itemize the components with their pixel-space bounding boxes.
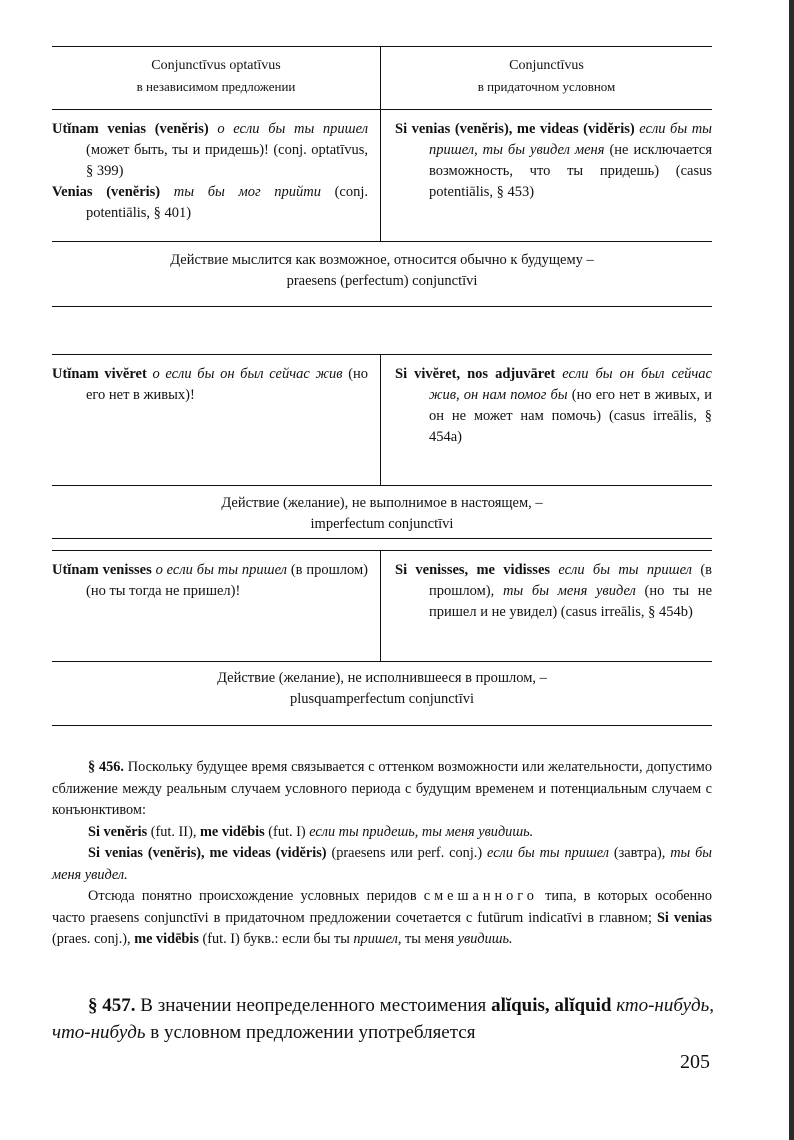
table1-header-rule	[52, 109, 712, 110]
section-456-mixed-type: Отсюда понятно происхождение условных перидов смешанного типа, в которых особенно часто praesens conjunctīvi в придаточном предложении сочетается с futūrum indicatīvi в главном; Si venias (praes. conj.), me vidēbis (fut. I) букв.: если бы ты пришел, ты меня увидишь.	[52, 888, 712, 947]
example-utinam-venisses: Utĭnam venisses о если бы ты пришел (в прошлом) (но ты тогда не пришел)!	[52, 562, 369, 599]
example-utinam-viveret: Utĭnam vivĕret о если бы он был сейчас жив (но его нет в живых)!	[52, 366, 369, 403]
table2-left-cell	[52, 364, 368, 406]
page-edge-shadow	[789, 0, 794, 1140]
table3-row-rule	[52, 661, 712, 662]
table3-summary: Действие (желание), не исполнившееся в прошлом, – plusquamperfectum conjunctīvi	[217, 670, 547, 707]
table3-right-cell	[395, 560, 712, 623]
table3-bottom-rule	[52, 725, 712, 726]
example-irrealis-past: Si venisses, me vidisses если бы ты пришел (в прошлом), ты бы меня увидел (но ты не пришел и не увидел) (casus irreālis, § 454b)	[395, 562, 713, 620]
example-potentialis: Venias (venĕris) ты бы мог прийти (conj. potentiālis, § 401)	[52, 184, 369, 221]
table2-summary: Действие (желание), не выполнимое в настоящем, – imperfectum conjunctīvi	[221, 495, 543, 532]
table3-top-rule	[52, 550, 712, 551]
example-casus-potentialis: Si venias (venĕris), me videas (vidĕris) если бы ты пришел, ты бы увидел меня (не исключается возможность, что ты придешь) (casus potentiālis, § 453)	[395, 121, 712, 200]
section-456	[52, 757, 712, 951]
page-number: 205	[680, 1051, 710, 1073]
example-optativus: Utĭnam venias (venĕris) о если бы ты пришел (может быть, ты и придешь)! (conj. optatīvus, § 399)	[52, 121, 369, 179]
example-irrealis-present: Si vivĕret, nos adjuvāret если бы он был сейчас жив, он нам помог бы (но его нет в живых, и он не может нам помочь) (casus irreālis, § 454a)	[395, 366, 712, 445]
table1-left-cell	[52, 119, 368, 224]
table1-bottom-rule	[52, 306, 712, 307]
table3-column-divider	[380, 550, 381, 661]
table1-right-cell	[395, 119, 712, 203]
table1-header-left: Conjunctīvus optatīvus в независимом предложении	[136, 58, 296, 94]
table2-column-divider	[380, 354, 381, 485]
table2-bottom-rule	[52, 538, 712, 539]
section-456-intro: § 456. Поскольку будущее время связывается с оттенком возможности или желательности, допустимо сближение между реальным случаем условного периода с будущим временем и потенциальным случаем с конъюнктивом:	[52, 759, 712, 818]
section-456-example-1: Si venĕris (fut. II), me vidēbis (fut. I) если ты придешь, ты меня увидишь.	[88, 823, 534, 840]
table1-row-rule	[52, 241, 712, 242]
section-456-example-2: Si venias (venĕris), me videas (vidĕris) (praesens или perf. conj.) если бы ты пришел (завтра), ты бы меня увидел.	[52, 845, 712, 883]
table1-top-rule	[52, 46, 712, 47]
table2-top-rule	[52, 354, 712, 355]
table2-right-cell	[395, 364, 712, 448]
table3-left-cell	[52, 560, 368, 602]
section-457: § 457. В значении неопределенного местоимения alĭquis, alĭquid кто-нибудь, что-нибудь в условном предложении употребляется	[52, 995, 715, 1043]
table1-header-right: Conjunctīvus в придаточном условном	[477, 58, 616, 94]
table2-row-rule	[52, 485, 712, 486]
table1-summary: Действие мыслится как возможное, относится обычно к будущему – praesens (perfectum) conjunctīvi	[170, 252, 594, 289]
